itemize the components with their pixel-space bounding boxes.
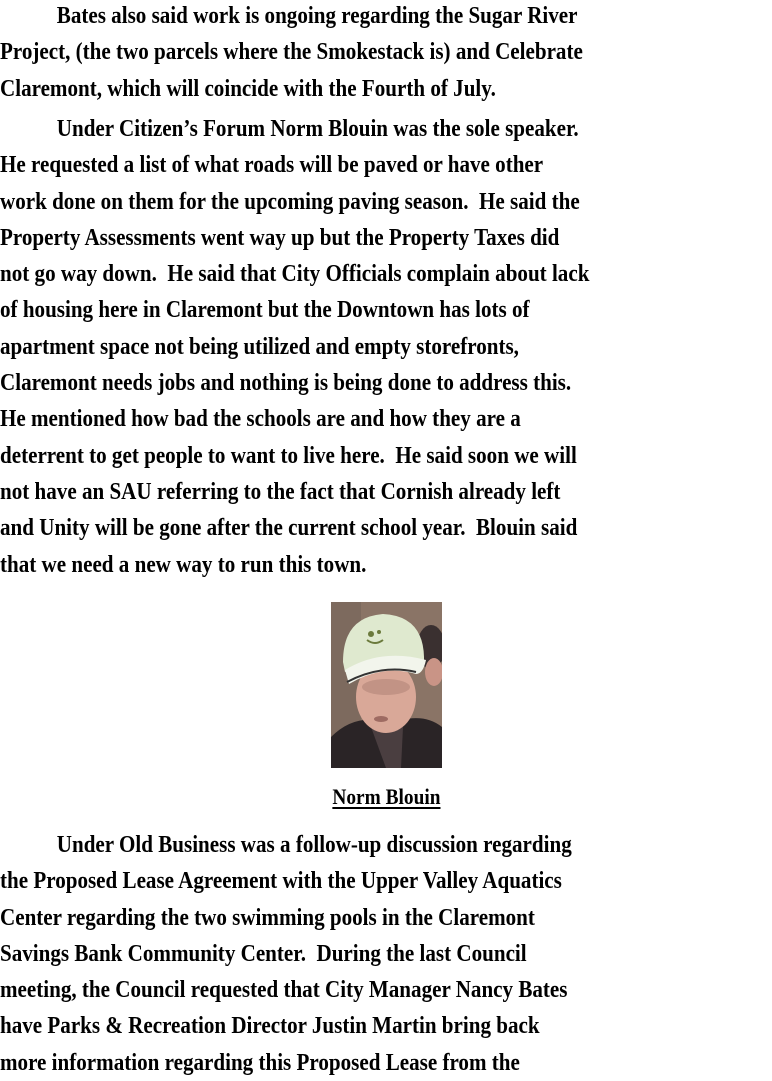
- text-line: Property Assessments went way up but the Property Taxes did: [0, 223, 560, 251]
- text-line: deterrent to get people to want to live here. He said soon we will: [0, 441, 577, 469]
- text-line: Under Old Business was a follow-up discussion regarding: [56, 831, 572, 858]
- text-line: meeting, the Council requested that City Manager Nancy Bates: [0, 976, 568, 1004]
- text-line: that we need a new way to run this town.: [0, 550, 367, 578]
- text-line: apartment space not being utilized and empty storefronts,: [0, 332, 519, 360]
- text-line: Under Citizen’s Forum Norm Blouin was the sole speaker.: [56, 115, 579, 142]
- text-line: Savings Bank Community Center. During the last Council: [0, 939, 527, 967]
- text-line: Center regarding the two swimming pools in the Claremont: [0, 903, 535, 931]
- text-line: work done on them for the upcoming paving season. He said the: [0, 187, 580, 215]
- paragraph-sugar-river: [0, 0, 772, 107]
- text-line: more information regarding this Proposed Lease from the: [0, 1048, 520, 1076]
- text-line: not have an SAU referring to the fact that Cornish already left: [0, 477, 561, 505]
- text-line: and Unity will be gone after the current school year. Blouin said: [0, 514, 578, 542]
- text-line: not go way down. He said that City Officials complain about lack: [0, 260, 590, 288]
- text-line: have Parks & Recreation Director Justin Martin bring back: [0, 1012, 540, 1040]
- text-line: He requested a list of what roads will be paved or have other: [0, 151, 544, 179]
- text-line: Bates also said work is ongoing regarding the Sugar River: [56, 2, 578, 29]
- paragraph-citizens-forum: [0, 111, 772, 583]
- text-line: of housing here in Claremont but the Downtown has lots of: [0, 296, 530, 324]
- paragraph-old-business: [0, 827, 772, 1081]
- caption-text: Norm Blouin: [331, 784, 441, 809]
- text-line: Claremont, which will coincide with the Fourth of July.: [0, 74, 496, 102]
- portrait-photo-norm-blouin: [331, 602, 442, 768]
- photo-caption: [0, 784, 772, 810]
- text-line: the Proposed Lease Agreement with the Upper Valley Aquatics: [0, 867, 562, 895]
- text-line: Claremont needs jobs and nothing is being done to address this.: [0, 369, 572, 397]
- portrait-illustration: [331, 602, 442, 768]
- text-line: Project, (the two parcels where the Smokestack is) and Celebrate: [0, 38, 583, 66]
- text-line: He mentioned how bad the schools are and how they are a: [0, 405, 521, 433]
